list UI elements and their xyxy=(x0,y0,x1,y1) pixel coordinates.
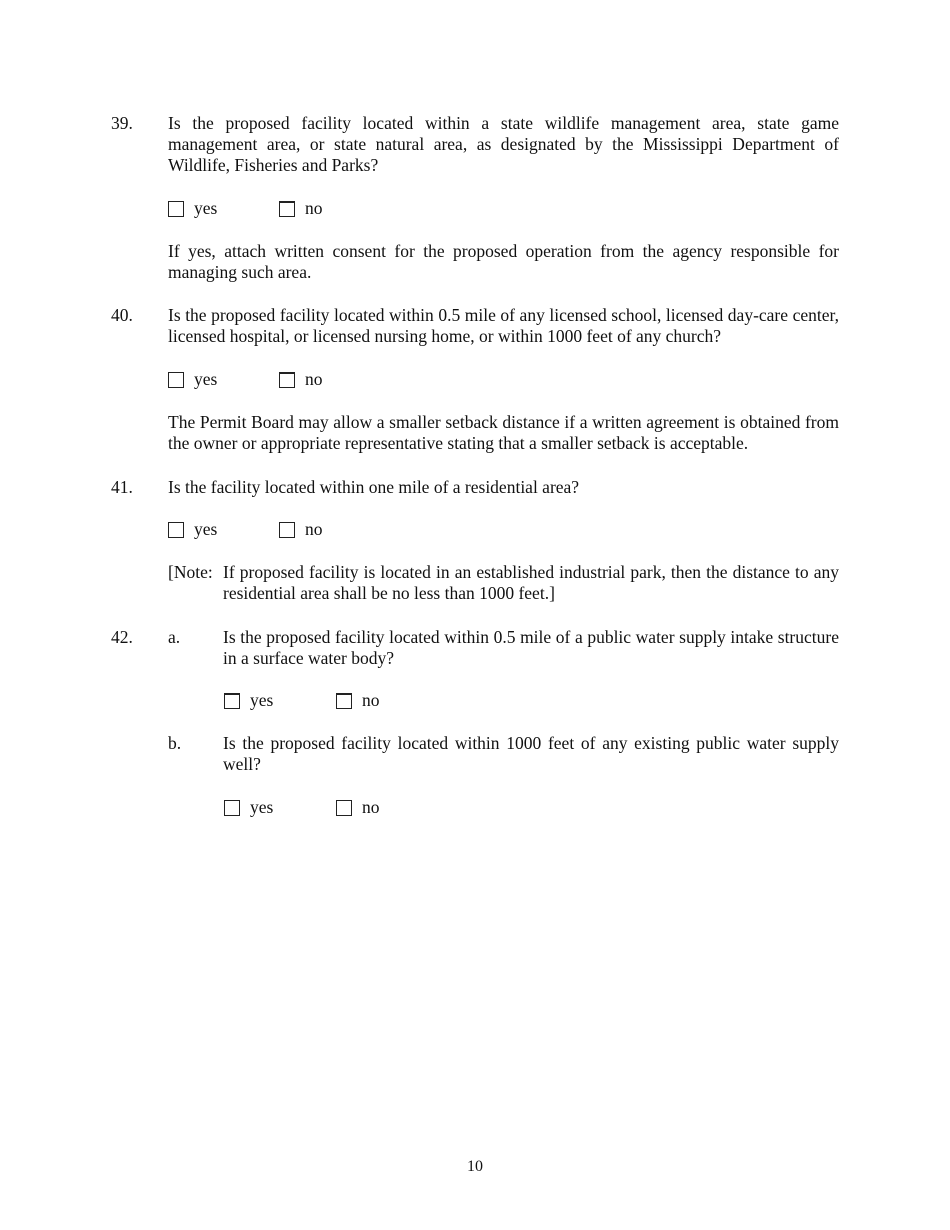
question-number: 40. xyxy=(111,305,133,325)
checkbox-icon[interactable] xyxy=(224,800,240,816)
question-number: 42. xyxy=(111,627,133,647)
note-text: If proposed facility is located in an established industrial park, then the distance to any residential area shall be no less than 1000 feet.] xyxy=(223,562,839,603)
yes-checkbox-39[interactable] xyxy=(168,198,217,219)
checkbox-icon[interactable] xyxy=(336,693,352,709)
yes-label: yes xyxy=(194,369,218,389)
question-text: Is the facility located within one mile of a residential area? xyxy=(168,477,580,497)
yes-label: yes xyxy=(194,519,218,539)
yes-label: yes xyxy=(194,198,218,218)
question-number: 39. xyxy=(111,113,133,133)
yes-checkbox-41[interactable] xyxy=(168,519,217,540)
yes-checkbox-40[interactable] xyxy=(168,369,217,390)
sub-question-text: Is the proposed facility located within 0.5 mile of a public water supply intake structure in a surface water body? xyxy=(223,627,839,668)
yes-checkbox-42a[interactable] xyxy=(224,690,273,711)
question-40-followup: The Permit Board may allow a smaller setback distance if a written agreement is obtained from the owner or appropriate representative stating that a smaller setback is acceptable. xyxy=(168,412,839,453)
question-41-note xyxy=(168,562,839,604)
question-40 xyxy=(111,305,839,347)
yes-label: yes xyxy=(250,690,274,710)
question-39 xyxy=(111,113,839,176)
checkbox-icon[interactable] xyxy=(279,372,295,388)
checkbox-icon[interactable] xyxy=(168,372,184,388)
page-number: 10 xyxy=(467,1158,483,1175)
sub-question-label: a. xyxy=(168,627,181,647)
checkbox-icon[interactable] xyxy=(168,522,184,538)
yes-label: yes xyxy=(250,797,274,817)
checkbox-icon[interactable] xyxy=(279,201,295,217)
sub-question-label: b. xyxy=(168,733,182,753)
no-label: no xyxy=(305,198,323,218)
no-label: no xyxy=(362,797,380,817)
no-label: no xyxy=(305,519,323,539)
question-text: Is the proposed facility located within 0.5 mile of any licensed school, licensed day-care center, licensed hospital, or licensed nursing home, or within 1000 feet of any church? xyxy=(168,305,839,346)
no-checkbox-40[interactable] xyxy=(279,369,323,390)
checkbox-icon[interactable] xyxy=(279,522,295,538)
sub-question-text: Is the proposed facility located within 1000 feet of any existing public water supply well? xyxy=(223,733,839,774)
note-label: [Note: xyxy=(168,562,213,582)
no-checkbox-42b[interactable] xyxy=(336,797,380,818)
checkbox-icon[interactable] xyxy=(224,693,240,709)
question-42b xyxy=(168,733,839,775)
question-42a xyxy=(168,627,839,669)
checkbox-icon[interactable] xyxy=(336,800,352,816)
yes-checkbox-42b[interactable] xyxy=(224,797,273,818)
question-text: Is the proposed facility located within a state wildlife management area, state game management area, or state natural area, as designated by the Mississippi Department of Wildlife, Fisheries and Parks? xyxy=(168,113,839,175)
no-label: no xyxy=(305,369,323,389)
no-checkbox-42a[interactable] xyxy=(336,690,380,711)
question-number: 41. xyxy=(111,477,133,497)
question-39-followup: If yes, attach written consent for the proposed operation from the agency responsible for managing such area. xyxy=(168,241,839,282)
no-checkbox-39[interactable] xyxy=(279,198,323,219)
no-checkbox-41[interactable] xyxy=(279,519,323,540)
no-label: no xyxy=(362,690,380,710)
question-41 xyxy=(111,477,839,498)
checkbox-icon[interactable] xyxy=(168,201,184,217)
